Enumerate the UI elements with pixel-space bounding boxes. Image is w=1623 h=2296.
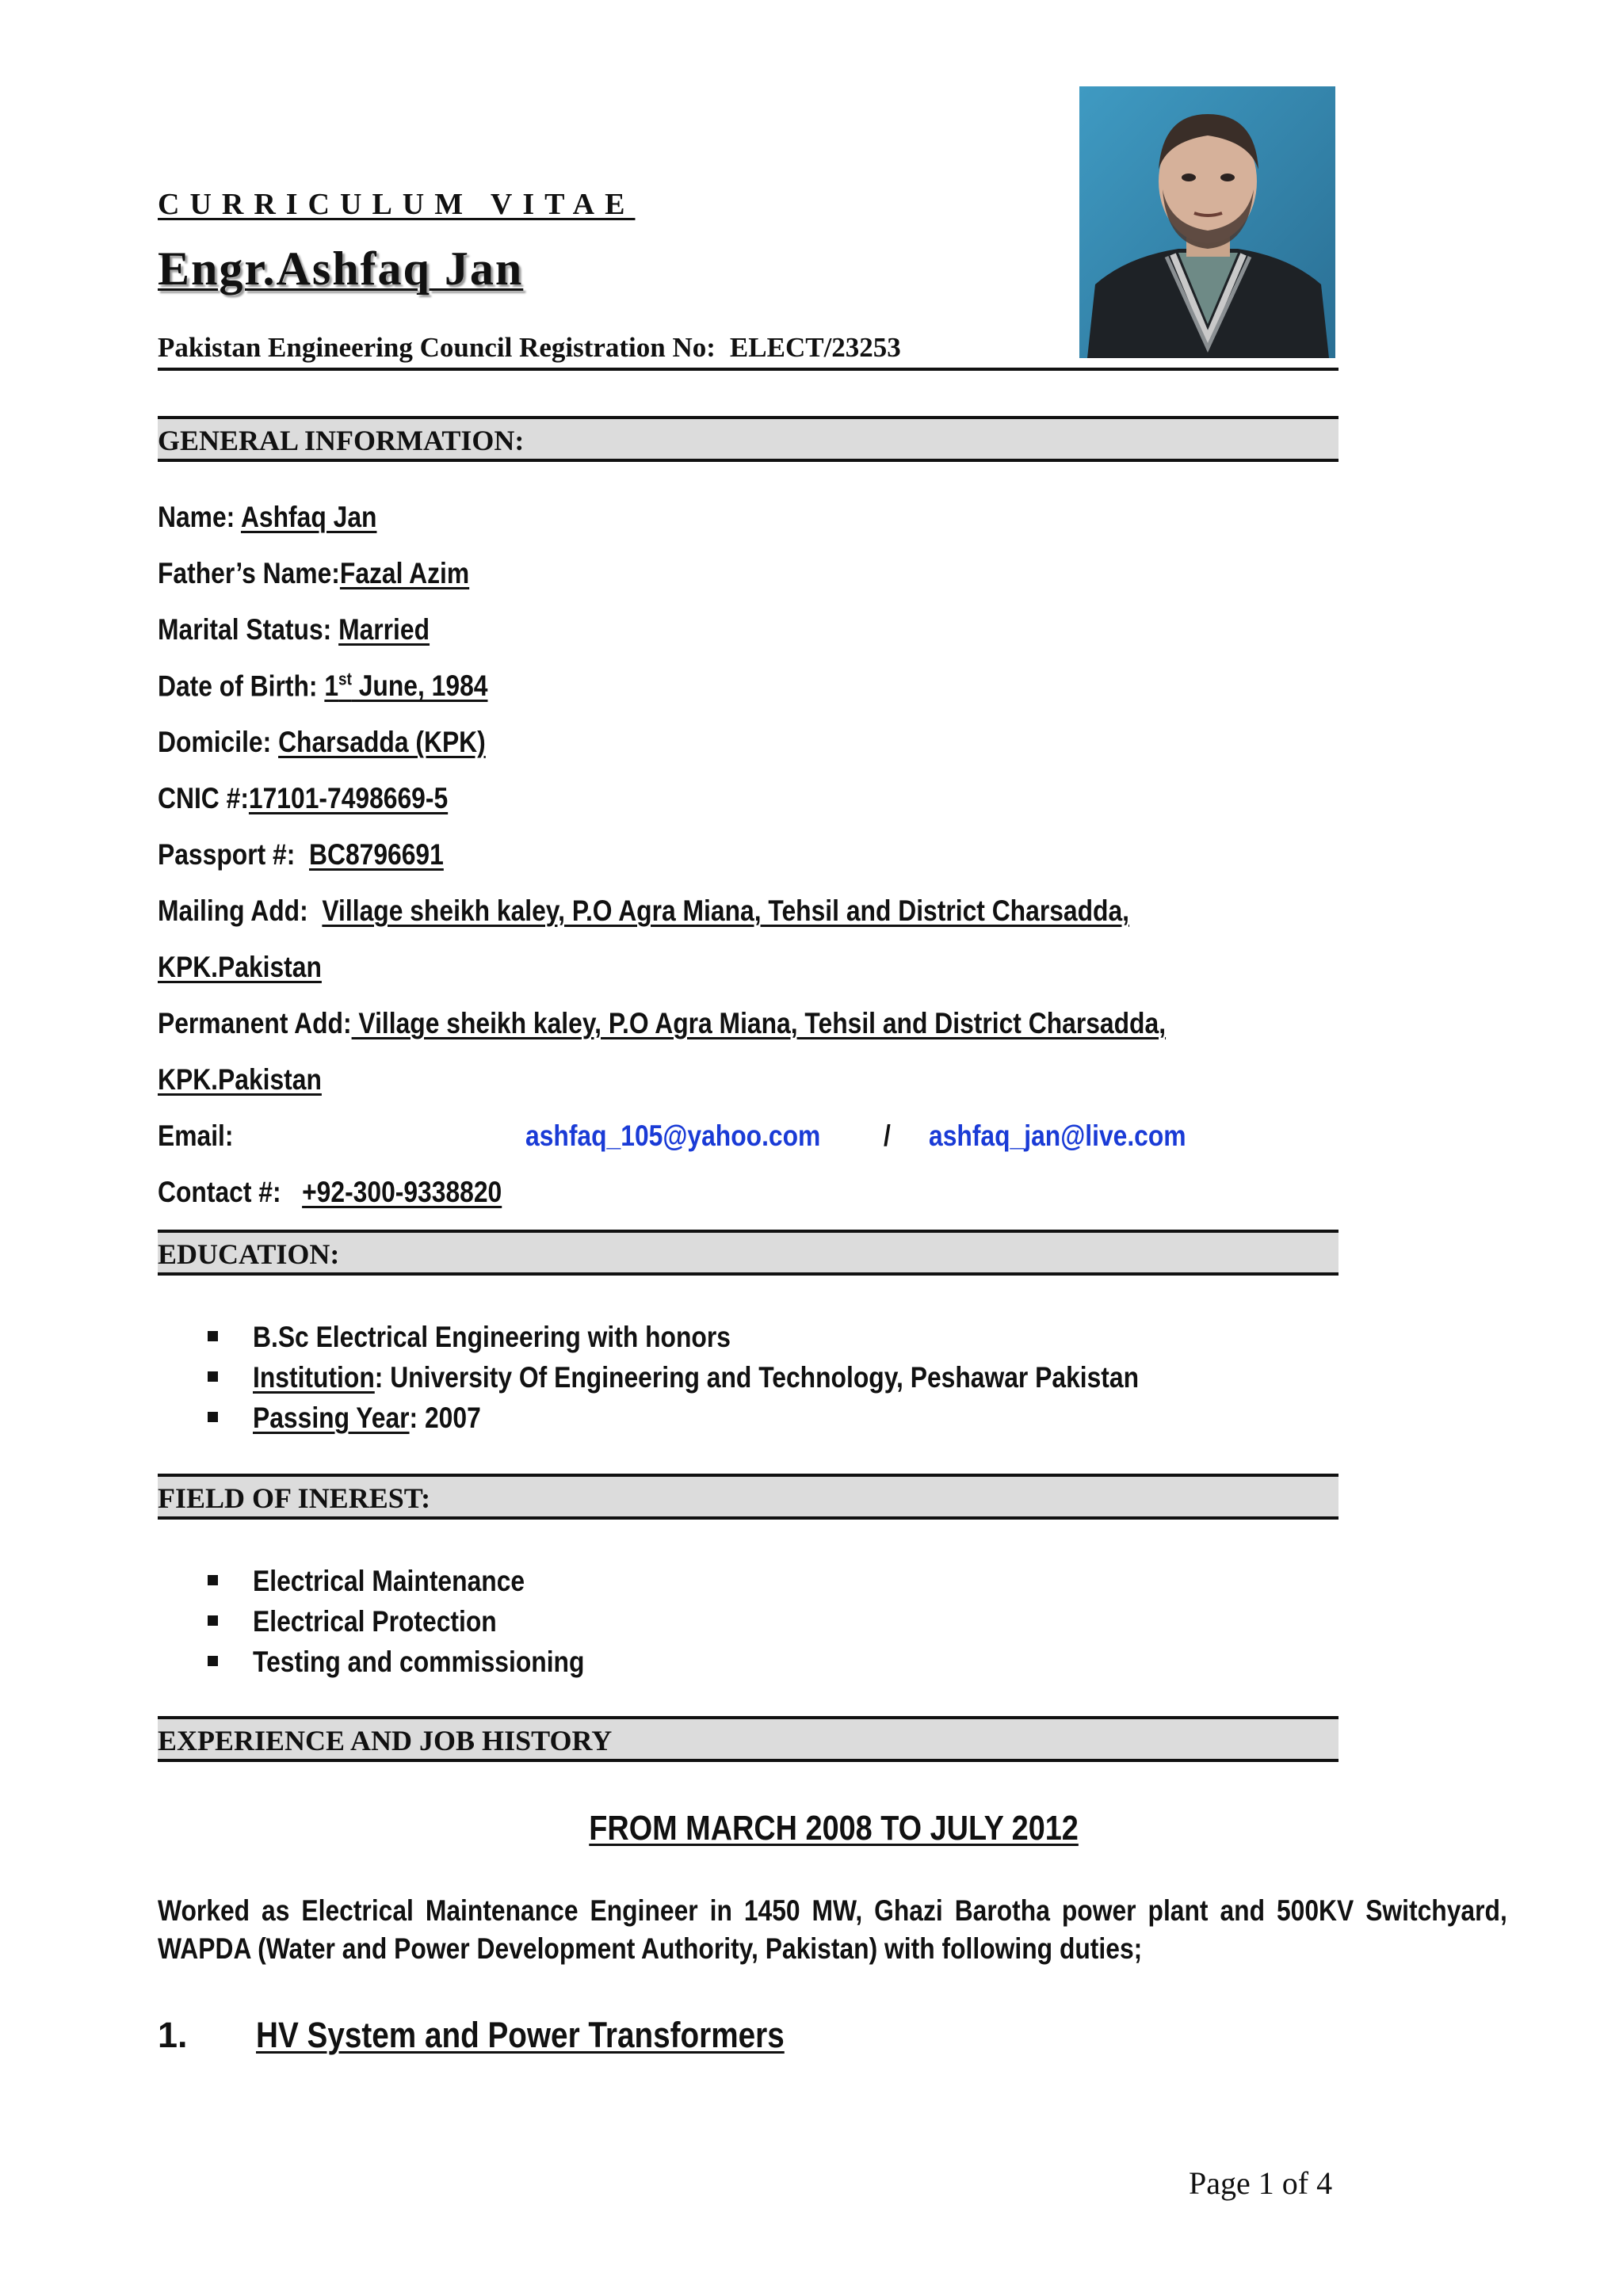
info-label: Mailing Add: <box>158 894 308 927</box>
list-item <box>208 1646 639 1679</box>
list-item <box>208 1321 808 1354</box>
experience-period-text: FROM MARCH 2008 TO JULY 2012 <box>589 1809 1079 1848</box>
profile-photo <box>1079 86 1335 358</box>
info-value: Charsadda (KPK) <box>278 726 486 758</box>
passing-year-label: Passing Year <box>253 1402 410 1434</box>
name-title: Engr.Ashfaq Jan <box>158 242 524 295</box>
list-item-text <box>253 1361 1139 1394</box>
bullet-icon <box>208 1656 218 1666</box>
info-label: CNIC #: <box>158 782 249 814</box>
info-label: Marital Status: <box>158 613 332 646</box>
info-label: Permanent Add: <box>158 1007 352 1039</box>
duty-heading <box>158 2015 870 2056</box>
experience-description <box>158 1892 1507 1968</box>
info-mailing-address <box>158 894 1129 928</box>
bullet-icon <box>208 1575 218 1585</box>
experience-period <box>0 1809 1623 1848</box>
list-item-text: B.Sc Electrical Engineering with honors <box>253 1321 731 1353</box>
list-item-text: Electrical Maintenance <box>253 1565 525 1597</box>
info-email-label: Email: <box>158 1119 234 1152</box>
duty-title: HV System and Power Transformers <box>256 2015 785 2055</box>
info-mailing-address-line2 <box>158 951 322 984</box>
list-item-text: Testing and commissioning <box>253 1646 585 1678</box>
bullet-icon <box>208 1331 218 1341</box>
cv-title: CURRICULUM VITAE <box>158 188 636 221</box>
info-label: Contact #: <box>158 1176 281 1208</box>
info-label: Name: <box>158 501 235 533</box>
email-link-yahoo[interactable]: ashfaq_105@yahoo.com <box>525 1119 821 1152</box>
duty-number: 1. <box>158 2015 188 2055</box>
dob-day: 1 <box>324 669 339 703</box>
info-domicile <box>158 726 486 759</box>
section-general-information <box>158 416 1338 462</box>
info-label: Passport #: <box>158 838 296 871</box>
info-value: Village sheikh kaley, P.O Agra Miana, Tehsil and District Charsadda, <box>351 1007 1167 1039</box>
info-value: Fazal Azim <box>339 557 470 589</box>
passing-year-value: : 2007 <box>409 1402 481 1434</box>
section-heading: FIELD OF INEREST: <box>158 1482 431 1514</box>
dob-rest: June, 1984 <box>351 669 488 703</box>
email-separator: / <box>884 1119 891 1152</box>
email-link-live[interactable]: ashfaq_jan@live.com <box>929 1119 1186 1152</box>
pec-label: Pakistan Engineering Council Registration No: <box>158 332 716 363</box>
list-item-text <box>253 1402 481 1435</box>
info-label: Domicile: <box>158 726 272 758</box>
section-heading: EDUCATION: <box>158 1238 340 1270</box>
info-value: Married <box>338 613 430 646</box>
list-item <box>208 1402 518 1435</box>
info-cnic <box>158 782 448 815</box>
section-education <box>158 1230 1338 1276</box>
section-heading: EXPERIENCE AND JOB HISTORY <box>158 1725 613 1756</box>
info-value: KPK.Pakistan <box>158 1063 322 1096</box>
bullet-icon <box>208 1412 218 1422</box>
list-item-text: Electrical Protection <box>253 1605 497 1638</box>
institution-value: : University Of Engineering and Technology, Peshawar Pakistan <box>374 1361 1140 1394</box>
experience-description-text: Worked as Electrical Maintenance Engineer in 1450 MW, Ghazi Barotha power plant and 500KV Switchyard, WAPDA (Water and Power Development Authority, Pakistan) with following duties; <box>158 1894 1507 1965</box>
section-heading: GENERAL INFORMATION: <box>158 425 525 456</box>
info-date-of-birth <box>158 669 487 703</box>
info-value <box>324 669 487 702</box>
info-name <box>158 501 376 534</box>
list-item <box>208 1565 569 1598</box>
info-father-name <box>158 557 469 590</box>
bullet-icon <box>208 1615 218 1626</box>
info-value: 17101-7498669-5 <box>248 782 449 814</box>
dob-suffix: st <box>338 669 352 689</box>
list-item <box>208 1361 1283 1394</box>
section-experience <box>158 1716 1338 1762</box>
bullet-icon <box>208 1371 218 1382</box>
pec-value: ELECT/23253 <box>729 332 901 363</box>
info-value: Village sheikh kaley, P.O Agra Miana, Tehsil and District Charsadda, <box>322 894 1130 927</box>
page-number: Page 1 of 4 <box>1189 2165 1333 2201</box>
info-permanent-address-line2 <box>158 1063 322 1097</box>
info-label: Father’s Name: <box>158 557 340 589</box>
institution-label: Institution <box>253 1361 375 1394</box>
info-passport <box>158 838 444 871</box>
info-contact <box>158 1176 502 1209</box>
info-permanent-address <box>158 1007 1166 1040</box>
info-value: +92-300-9338820 <box>302 1176 502 1208</box>
list-item <box>208 1605 537 1638</box>
info-marital-status <box>158 613 430 646</box>
info-value: KPK.Pakistan <box>158 951 322 983</box>
info-value: Ashfaq Jan <box>240 501 377 533</box>
header-divider <box>158 368 1338 371</box>
info-label: Date of Birth: <box>158 669 318 703</box>
pec-registration <box>158 332 901 364</box>
info-value: BC8796691 <box>308 838 444 871</box>
section-field-of-interest <box>158 1474 1338 1520</box>
